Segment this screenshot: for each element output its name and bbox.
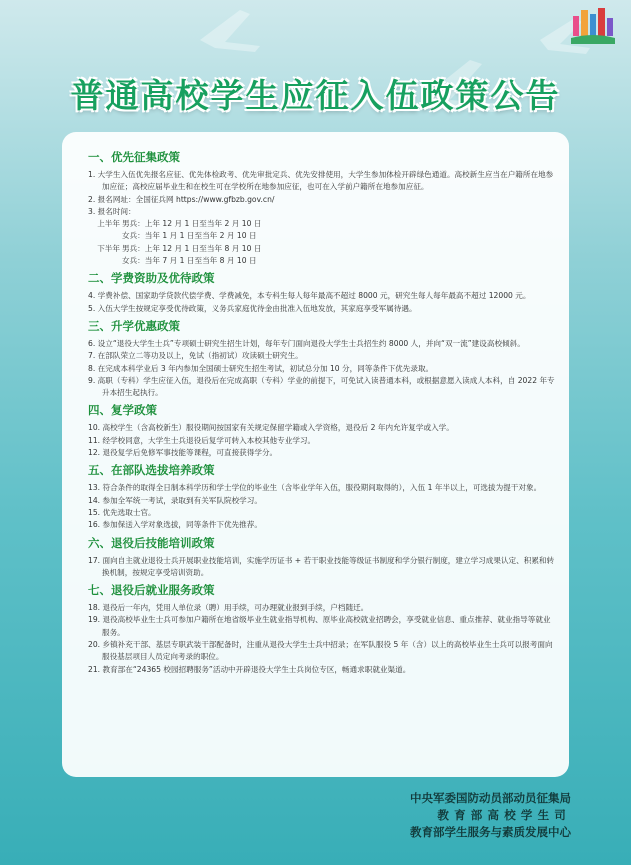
- section-heading: 二、学费资助及优待政策: [88, 271, 215, 286]
- policy-item: 9. 高职（专科）学生应征入伍，退役后在完成高职（专科）学业的前提下，可免试入读普通本科，或根据意愿入读成人本科，自 2022 年专升本招生起执行。: [88, 375, 555, 398]
- page-title: 普通高校学生应征入伍政策公告: [70, 76, 561, 115]
- policy-item: 17. 面向自主就业退役士兵开展职业技能培训，实施学历证书 + 若干职业技能等级证书制度和学分银行制度，建立学习成果认定、积累和转换机制，按规定享受培训资助。: [88, 555, 555, 577]
- policy-item: 14. 参加全军统一考试，录取到有关军队院校学习。: [88, 495, 262, 505]
- section-employment: [88, 582, 555, 676]
- schedule-row: 女兵：当年 7 月 1 日至当年 8 月 10 日: [122, 256, 257, 266]
- policy-item: 10. 高校学生（含高校新生）服役期间按国家有关规定保留学籍或入学资格，退役后 2 年内允许复学或入学。: [88, 423, 454, 433]
- section-priority: [88, 149, 555, 267]
- policy-item: 8. 在完成本科学业后 3 年内参加全国硕士研究生招生考试，初试总分加 10 分，同等条件下优先录取。: [88, 363, 434, 373]
- section-heading: 三、升学优惠政策: [88, 318, 180, 333]
- policy-item: 12. 退役复学后免修军事技能等课程，可直接获得学分。: [88, 448, 278, 458]
- section-heading: 一、优先征集政策: [88, 150, 180, 164]
- issuer-line: 教育部高校学生司: [437, 808, 571, 822]
- policy-item: 15. 优先选取士官。: [88, 507, 156, 517]
- policy-item: 3. 报名时间：: [88, 206, 136, 216]
- policy-item: 13. 符合条件的取得全日制本科学历和学士学位的毕业生（含毕业学年入伍，服役期间取得的），入伍 1 年半以上，可选拔为提干对象。: [88, 483, 542, 493]
- issuer-line: 中央军委国防动员部动员征集局: [410, 791, 571, 805]
- policy-item: 1. 大学生入伍优先报名应征、优先体检政考、优先审批定兵、优先安排使用，大学生参加体检开辟绿色通道。高校新生应当在户籍所在地参加应征；高校应届毕业生和在校生可在学校所在地参加应征，也可在入学前户籍所在地参加应征。: [88, 170, 554, 192]
- policy-item: 18. 退役后一年内，凭用人单位录（聘）用手续，可办理就业报到手续，户档随迁。: [88, 603, 369, 613]
- section-further-study: [88, 318, 555, 399]
- section-skills-training: [88, 535, 555, 580]
- section-army-training: [88, 462, 555, 531]
- policy-item: 6. 设立“退役大学生士兵”专项硕士研究生招生计划，每年专门面向退役大学生士兵招生约 8000 人，并向“双一流”建设高校倾斜。: [88, 338, 525, 348]
- section-heading: 四、复学政策: [88, 403, 157, 418]
- section-heading: 六、退役后技能培训政策: [88, 535, 215, 550]
- section-heading: 五、在部队选拔培养政策: [88, 463, 215, 478]
- section-resume-study: [88, 402, 555, 459]
- policy-item: 21. 教育部在“24365 校园招聘服务”活动中开辟退役大学生士兵岗位专区，畅通求职就业渠道。: [88, 664, 411, 674]
- logo-icon: [569, 6, 617, 46]
- section-heading: 七、退役后就业服务政策: [88, 583, 215, 598]
- policy-item: 4. 学费补偿、国家助学贷款代偿学费、学费减免，本专科生每人每年最高不超过 8000 元，研究生每人每年最高不超过 12000 元。: [88, 291, 531, 301]
- issuer-block: [410, 790, 571, 841]
- policy-item: 19. 退役高校毕业生士兵可参加户籍所在地省级毕业生就业指导机构、原毕业高校就业招聘会，享受就业信息、重点推荐、就业指导等就业服务。: [88, 615, 551, 637]
- issuer-line: 教育部学生服务与素质发展中心: [410, 825, 571, 839]
- schedule-row: 女兵：当年 1 月 1 日至当年 2 月 10 日: [122, 231, 257, 241]
- policy-item: 20. 乡镇补充干部、基层专职武装干部配备时，注重从退役大学生士兵中招录；在军队服役 5 年（含）以上的高校毕业生士兵可以报考面向服役基层项目人员定向考录的职位。: [88, 640, 553, 662]
- policy-item: 11. 经学校同意，大学生士兵退役后复学可转入本校其他专业学习。: [88, 435, 316, 445]
- policy-item: 16. 参加保送入学对象选拔，同等条件下优先推荐。: [88, 520, 262, 530]
- section-tuition: [88, 270, 555, 315]
- policy-item: 7. 在部队荣立二等功及以上，免试（指初试）攻读硕士研究生。: [88, 351, 303, 361]
- schedule-row: 上半年 男兵：上年 12 月 1 日至当年 2 月 10 日: [97, 219, 262, 229]
- policy-card: [62, 132, 569, 777]
- policy-item: 5. 入伍大学生按规定享受优待政策，义务兵家庭优待金由批准入伍地发放，其家庭享受军属待遇。: [88, 303, 417, 313]
- policy-item: 2. 报名网址：全国征兵网 https://www.gfbzb.gov.cn/: [88, 194, 275, 204]
- schedule-row: 下半年 男兵：上年 12 月 1 日至当年 8 月 10 日: [97, 243, 262, 253]
